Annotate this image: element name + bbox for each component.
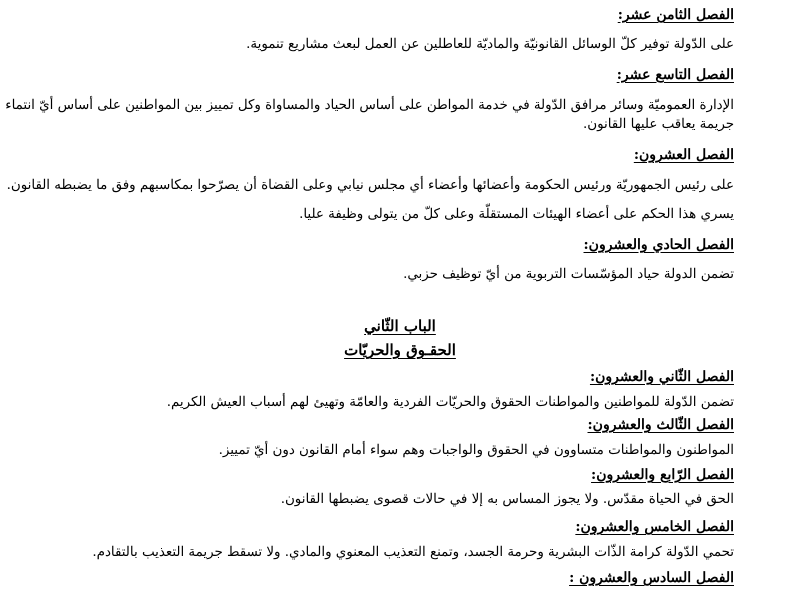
article-heading: الفصل السادس والعشرون : — [569, 570, 734, 586]
text-line: على الدّولة توفير كلّ الوسائل القانونيّة والماديّة للعاطلين عن العمل لبعث مشاريع تنموية. — [246, 37, 734, 52]
chapter-title — [0, 316, 800, 336]
text-line: الحق في الحياة مقدّس. ولا يجوز المساس به إلا في حالات قصوى يضبطها القانون. — [280, 492, 734, 507]
article-heading: الفصل الثامن عشر: — [617, 7, 734, 23]
article-text — [58, 393, 734, 412]
article-text — [6, 176, 734, 195]
article-text — [58, 490, 734, 509]
article-heading: الفصل الحادي والعشرون: — [583, 237, 734, 253]
chapter-title-text: الباب الثّاني — [364, 317, 436, 335]
chapter-subtitle-text: الحقـوق والحريّات — [344, 341, 456, 359]
article-text — [58, 35, 734, 54]
article-text — [58, 265, 734, 284]
text-line: المواطنون والمواطنات متساوون في الحقوق والواجبات وهم سواء أمام القانون دون أيّ تمييز. — [218, 443, 734, 458]
text-line: على رئيس الجمهوريّة ورئيس الحكومة وأعضائها وأعضاء أي مجلس نيابي وعلى القضاة أن يصرّحوا بمكاسبهم وفق ما يضبطه القانون. — [6, 178, 734, 193]
article-heading: الفصل العشرون: — [633, 147, 734, 163]
article-text — [5, 96, 734, 134]
article-heading: الفصل الثّالث والعشرون: — [587, 417, 734, 433]
text-line: جريمة يعاقب عليها القانون. — [582, 117, 734, 132]
article-heading: الفصل التاسع عشر: — [616, 67, 734, 83]
article-text — [58, 441, 734, 460]
article-text — [58, 543, 734, 562]
text-line: تضمن الدّولة للمواطنين والمواطنات الحقوق والحريّات الفردية والعامّة وتهيئ لهم أسباب العيش الكريم. — [166, 395, 734, 410]
chapter-subtitle — [0, 340, 800, 360]
text-line: تحمي الدّولة كرامة الذّات البشرية وحرمة الجسد، وتمنع التعذيب المعنوي والمادي. ولا تسقط جريمة التعذيب بالتقادم. — [92, 545, 734, 560]
article-heading: الفصل الخامس والعشرون: — [575, 519, 734, 535]
article-heading: الفصل الثّاني والعشرون: — [589, 369, 734, 385]
text-line: الإدارة العموميّة وسائر مرافق الدّولة في خدمة المواطن على أساس الحياد والمساواة وكل تمييز بين المواطنين على أساس أيّ انتماء — [5, 98, 734, 113]
article-heading: الفصل الرّابع والعشرون: — [591, 467, 734, 483]
text-line: تضمن الدولة حياد المؤسّسات التربوية من أيّ توظيف حزبي. — [403, 267, 734, 282]
text-line: يسري هذا الحكم على أعضاء الهيئات المستقلّة وعلى كلّ من يتولى وظيفة عليا. — [299, 207, 734, 222]
article-text — [58, 205, 734, 224]
